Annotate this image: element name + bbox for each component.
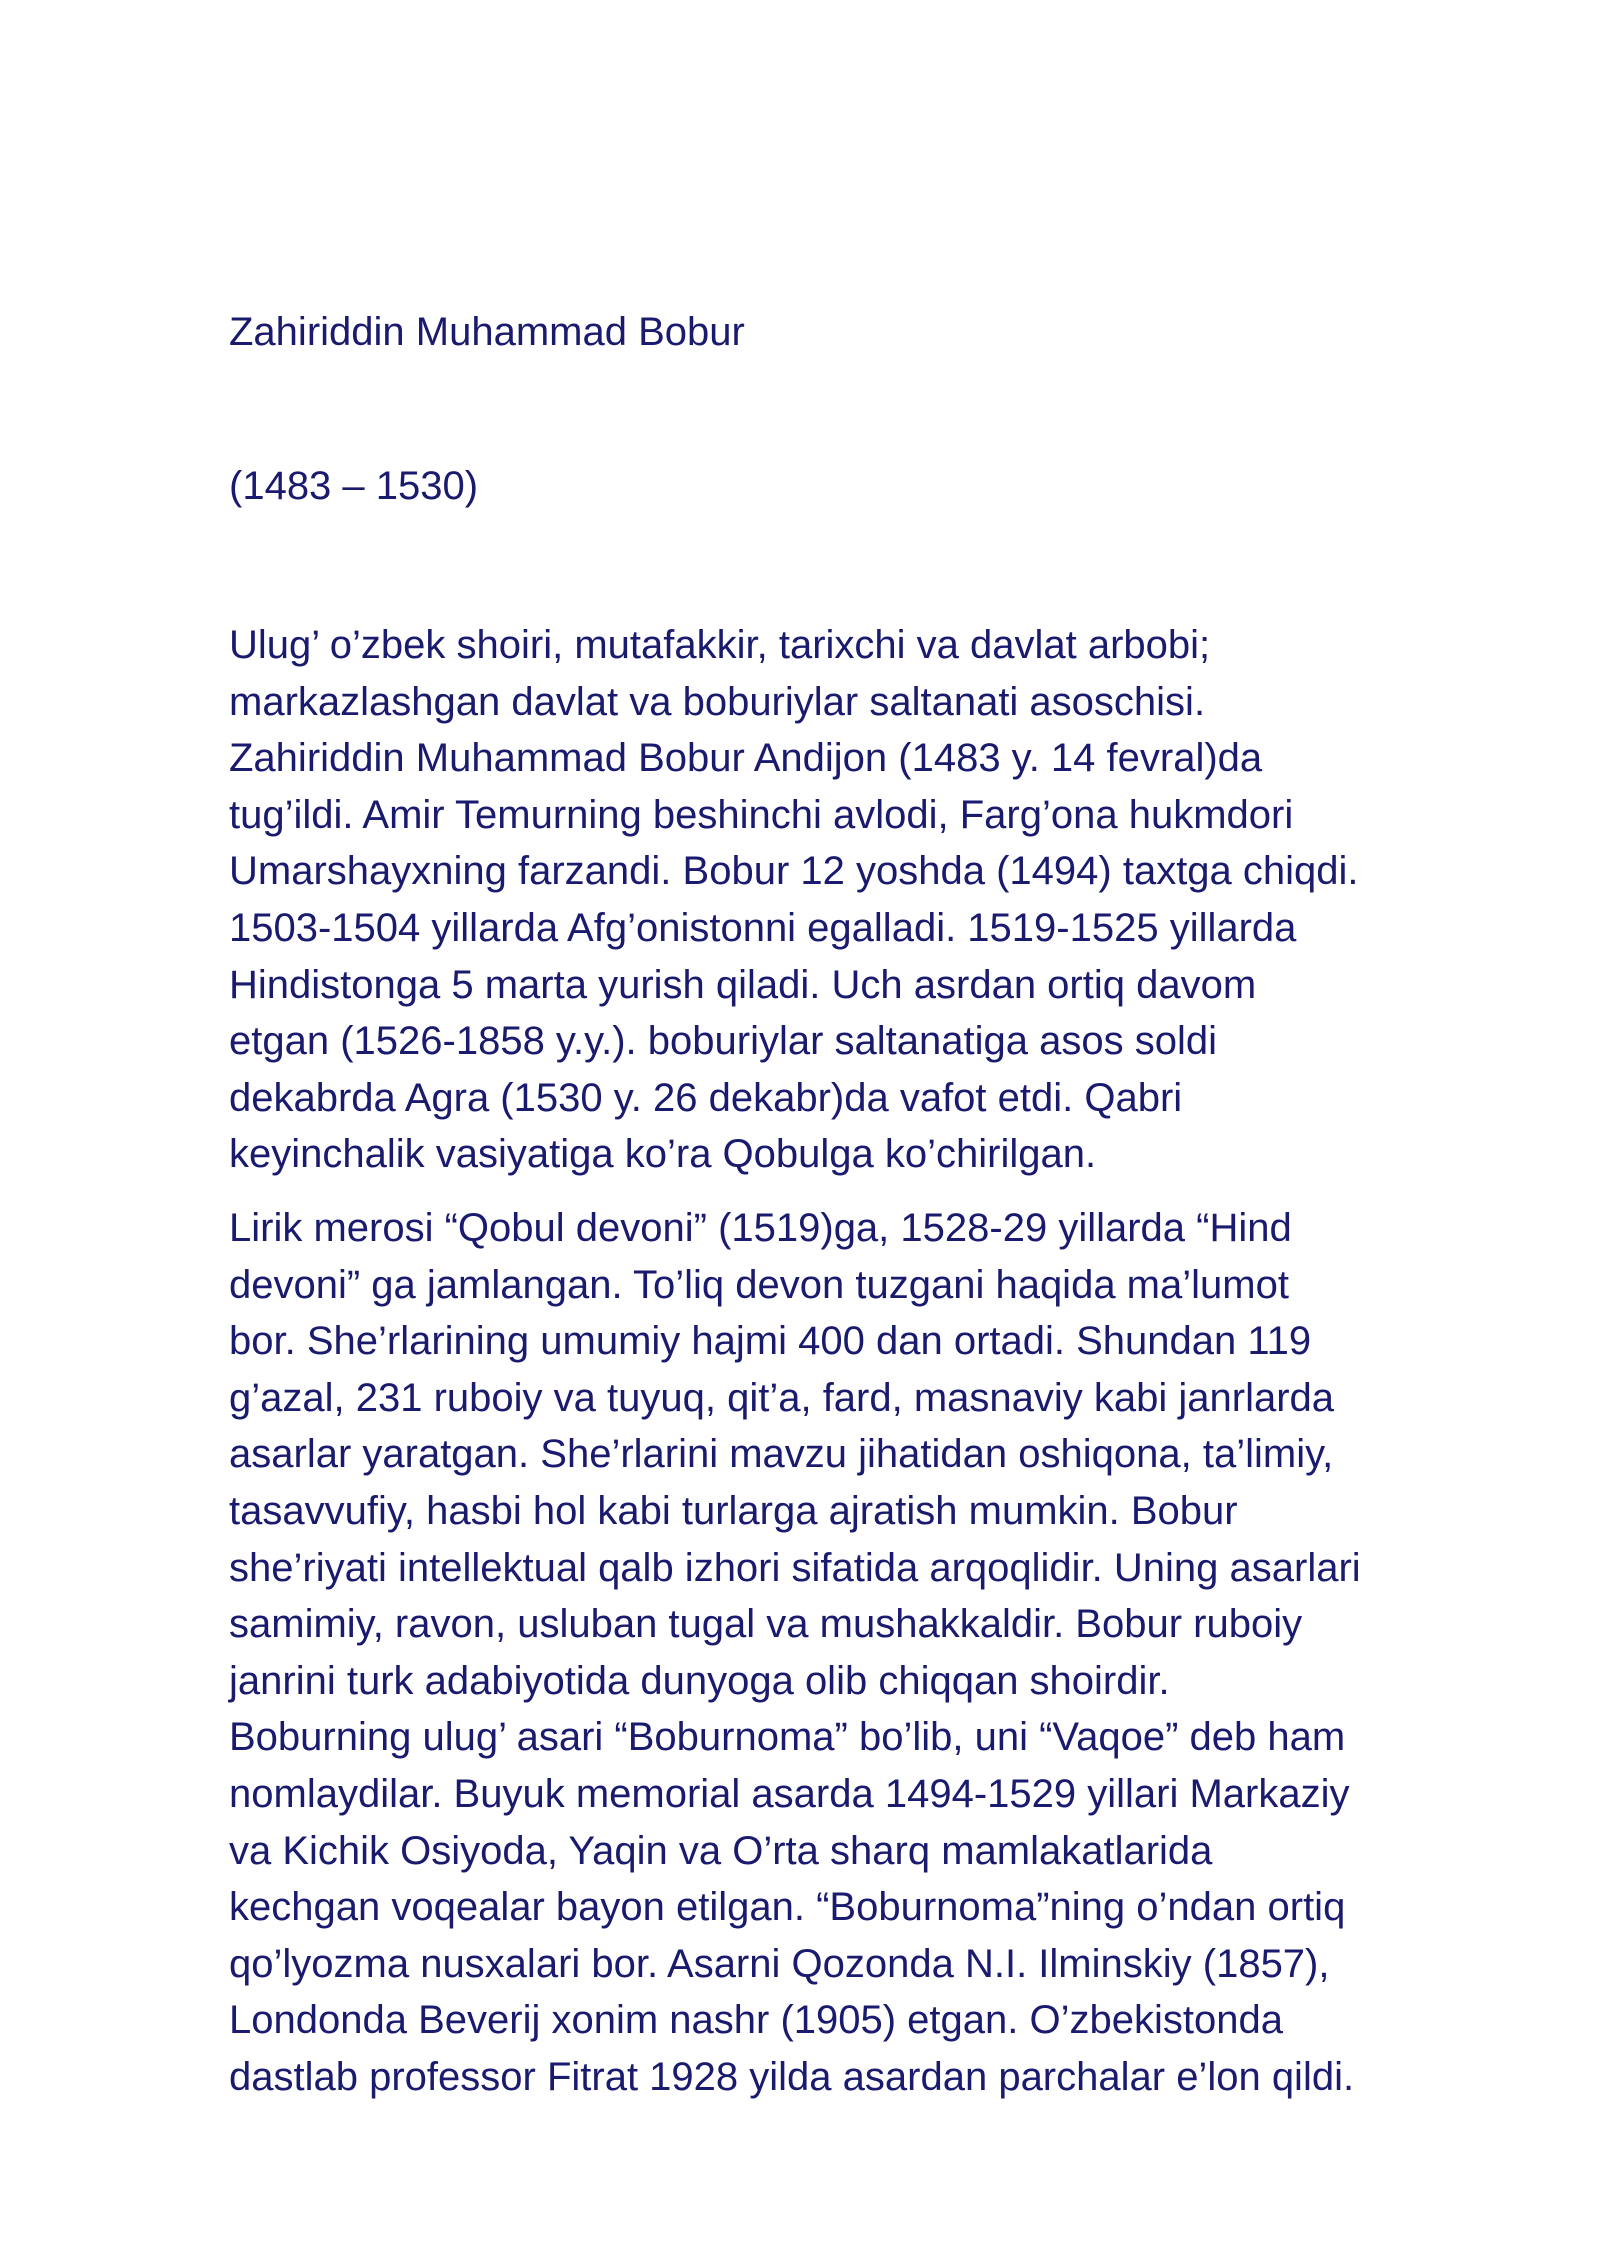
paragraph-line: Ulug’ o’zbek shoiri, mutafakkir, tarixchi va davlat arbobi; — [229, 623, 1211, 667]
paragraph-line: markazlashgan davlat va boburiylar saltanati asoschisi. — [229, 679, 1206, 724]
paragraph-line: Lirik merosi “Qobul devoni” (1519)ga, 1528-29 yillarda “Hind — [229, 1206, 1292, 1250]
paragraph-line: bor. She’rlarining umumiy hajmi 400 dan ortadi. Shundan 119 — [229, 1319, 1312, 1364]
paragraph-line: va Kichik Osiyoda, Yaqin va O’rta sharq mamlakatlarida — [229, 1828, 1213, 1873]
paragraph-line: tug’ildi. Amir Temurning beshinchi avlodi, Farg’ona hukmdori — [229, 792, 1294, 837]
paragraph-line: qo’lyozma nusxalari bor. Asarni Qozonda N.I. Ilminskiy (1857), — [229, 1941, 1330, 1986]
paragraph-line: etgan (1526-1858 y.y.). boburiylar saltanatiga asos soldi — [229, 1019, 1217, 1064]
paragraph-line: Boburning ulug’ asari “Boburnoma” bo’lib, uni “Vaqoe” deb ham — [229, 1715, 1346, 1760]
paragraph-line: keyinchalik vasiyatiga ko’ra Qobulga ko’chirilgan. — [229, 1132, 1097, 1177]
document-title: Zahiriddin Muhammad Bobur — [229, 310, 745, 354]
paragraph-literary-heritage — [229, 1200, 1549, 2106]
paragraph-line: nomlaydilar. Buyuk memorial asarda 1494-1529 yillari Markaziy — [229, 1771, 1350, 1816]
paragraph-line: dekabrda Agra (1530 y. 26 dekabr)da vafot etdi. Qabri — [229, 1075, 1183, 1120]
paragraph-line: devoni” ga jamlangan. To’liq devon tuzgani haqida ma’lumot — [229, 1262, 1289, 1307]
life-dates: (1483 – 1530) — [229, 464, 479, 508]
paragraph-line: tasavvufiy, hasbi hol kabi turlarga ajratish mumkin. Bobur — [229, 1488, 1238, 1533]
paragraph-line: samimiy, ravon, usluban tugal va mushakkaldir. Bobur ruboiy — [229, 1602, 1303, 1647]
paragraph-line: Umarshayxning farzandi. Bobur 12 yoshda (1494) taxtga chiqdi. — [229, 849, 1359, 894]
paragraph-line: Londonda Beverij xonim nashr (1905) etgan. O’zbekistonda — [229, 1998, 1283, 2043]
paragraph-line: kechgan voqealar bayon etilgan. “Boburnoma”ning o’ndan ortiq — [229, 1885, 1346, 1930]
paragraph-line: she’riyati intellektual qalb izhori sifatida arqoqlidir. Uning asarlari — [229, 1545, 1361, 1590]
paragraph-line: janrini turk adabiyotida dunyoga olib chiqqan shoirdir. — [229, 1658, 1170, 1703]
paragraph-line: Hindistonga 5 marta yurish qiladi. Uch asrdan ortiq davom — [229, 962, 1257, 1007]
paragraph-line: dastlab professor Fitrat 1928 yilda asardan parchalar e’lon qildi. — [229, 2054, 1355, 2099]
paragraph-biography — [229, 617, 1549, 1183]
paragraph-line: asarlar yaratgan. She’rlarini mavzu jihatidan oshiqona, ta’limiy, — [229, 1432, 1334, 1477]
paragraph-line: g’azal, 231 ruboiy va tuyuq, qit’a, fard, masnaviy kabi janrlarda — [229, 1375, 1335, 1420]
paragraph-line: 1503-1504 yillarda Afg’onistonni egalladi. 1519-1525 yillarda — [229, 905, 1297, 950]
paragraph-line: Zahiriddin Muhammad Bobur Andijon (1483 y. 14 fevral)da — [229, 736, 1263, 781]
